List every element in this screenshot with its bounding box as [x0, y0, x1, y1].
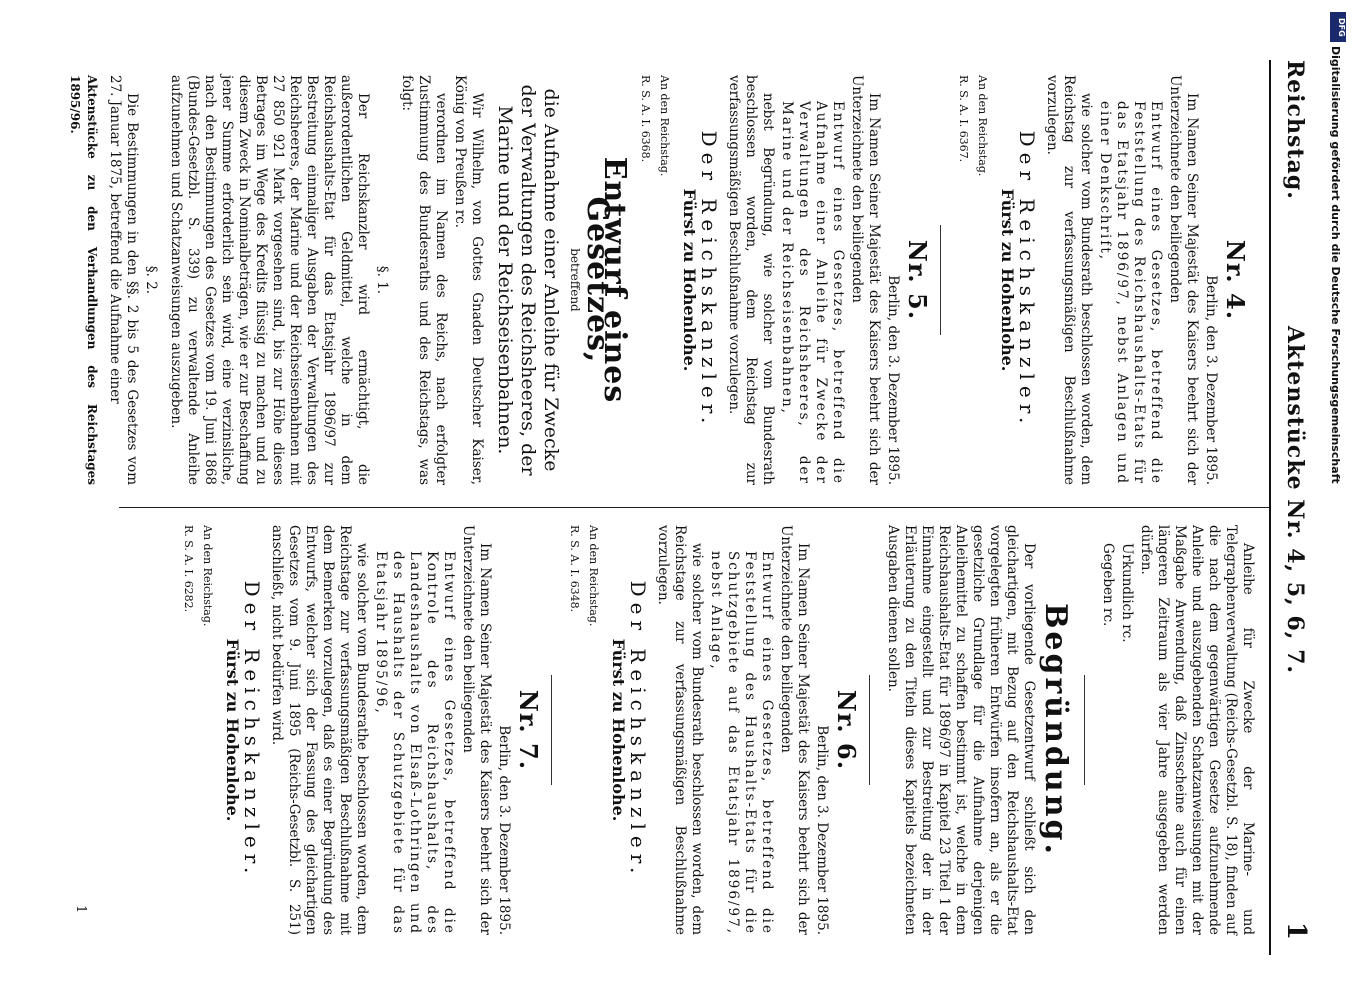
section-date: Berlin, den 3. Dezember 1895.	[885, 275, 901, 485]
reference-number: R. S. A. I. 6367.	[957, 75, 970, 163]
section-title: Nr. 4.	[1221, 239, 1250, 321]
page-number: 1	[1281, 921, 1311, 940]
signature-name: Fürst zu Hohenlohe.	[680, 188, 699, 372]
section-intro: Im Namen Seiner Majestät des Kaisers beehrt sich der Unterzeichnete den beiliegenden	[778, 525, 811, 935]
section-date: Berlin, den 3. Dezember 1895.	[496, 725, 512, 935]
begruendung-title: Begründung.	[1038, 603, 1073, 857]
section-date: Berlin, den 3. Dezember 1895.	[1203, 275, 1219, 485]
draft-emperor: Wir Wilhelm, von Gottes Gnaden Deutscher Kaiser, König von Preußen rc.	[452, 75, 485, 485]
left-column	[60, 75, 1258, 485]
section-body: Entwurf eines Gesetzes, betreffend die Kontrole des Reichshaushalts, des Landeshaushalts von Elsaß-Lothringen und des Haushalts der Schutzgebiete für das Etatsjahr 1895/96,	[373, 551, 457, 935]
signature-name: Fürst zu Hohenlohe.	[223, 638, 242, 822]
section-title: Nr. 6.	[832, 689, 861, 771]
begruendung-text: Der vorliegende Gesetzentwurf schließt sich den gleichartigen, mit Bezug auf den Reichshaushalts-Etat vorgelegten früheren Entwürfen insofern an, als er die gesetzliche Grundlage für die Aufnahme derjenigen Anleihemittel zu schaffen bestimmt ist, welche in dem Reichshaushalts-Etat für 1896/97 in Kapitel 23 Titel 1 der Einnahme eingestellt und zur Bestreitung der in der Erläuterung zu den Titeln dieses Kapitels bezeichneten Ausgaben dienen sollen.	[885, 525, 1037, 935]
paragraph-heading: §. 2.	[143, 265, 159, 295]
section-title: Nr. 5.	[903, 239, 932, 321]
section-title: Nr. 7.	[514, 689, 543, 771]
addressee: An den Reichstag.	[976, 75, 989, 177]
addressee: An den Reichstag.	[201, 525, 214, 627]
digitization-credit: Digitalisierung gefördert durch die Deutsche Forschungsgemeinschaft	[1329, 46, 1342, 484]
addressee: An den Reichstag.	[587, 525, 600, 627]
section-intro: Im Namen Seiner Majestät des Kaisers beehrt sich der Unterzeichnete den beiliegenden	[849, 75, 882, 485]
draft-betreffend: betreffend	[568, 248, 582, 312]
signature-name: Fürst zu Hohenlohe.	[998, 188, 1017, 372]
section-body: Entwurf eines Gesetzes, betreffend die Aufnahme einer Anleihe für Zwecke der Verwaltungen des Reichsheeres, der Marine und der Reichseisenbahnen,	[779, 101, 846, 485]
section-closing: wie solcher vom Bundesrathe beschlossen worden, dem Reichstage zur verfassungsmäßigen Beschlußnahme mit dem Bemerken vorzulegen, daß es einer Begründung des Entwurfs, welcher sich der Fassung des gleichartigen Gesetzes vom 9. Juni 1895 (Reichs-Gesetzbl. S. 251) anschließt, nicht bedürfen wird.	[269, 525, 370, 935]
reference-number: R. S. A. I. 6282.	[182, 525, 195, 613]
header-left: Reichstag.	[1282, 60, 1308, 200]
section-closing: wie solcher vom Bundesrath beschlossen worden, dem Reichstage zur verfassungsmäßigen Beschlußnahme vorzulegen.	[655, 525, 705, 935]
dfg-logo: DFG	[1330, 12, 1346, 42]
draft-ordain: verordnen im Namen des Reichs, nach erfolgter Zustimmung des Bundesraths und des Reichstags, was folgt:	[399, 75, 449, 485]
separator	[940, 225, 941, 335]
paragraph-text: Der Reichskanzler wird ermächtigt, die außerordentlichen Geldmittel, welche in dem Reichshaushalts-Etat für das Etatsjahr 1896/97 zur Bestreitung einmaliger Ausgaben der Verwaltungen des Reichsheeres, der Marine und der Reichseisenbahnen mit 27 850 921 Mark vorgesehen sind, bis zur Höhe dieses Betrages im Wege des Kredits flüssig zu machen und zu diesem Zweck in Nominalbeträgen, wie er zur Beschaffung jener Summe erforderlich sein wird, eine verzinsliche, nach den Bestimmungen des Gesetzes vom 19. Juni 1868 (Bundes-Gesetzbl. S. 339) zu verwaltende Anleihe aufzunehmen und Schatzanweisungen auszugeben.	[168, 75, 371, 485]
paragraph-text: Die Bestimmungen in den §§. 2 bis 5 des Gesetzes vom 27. Januar 1875, betreffend die Aufnahme einer	[107, 75, 140, 485]
section-nr6	[566, 525, 861, 935]
section-closing: nebst Begründung, wie solcher vom Bundesrath beschlossen worden, dem Reichstag zur verfassungsmäßigen Beschlußnahme vorzulegen.	[726, 75, 776, 485]
draft-subject: die Aufnahme einer Anleihe für Zwecke der Verwaltungen des Reichsheeres, der Marine und der Reichseisenbahnen.	[494, 84, 562, 476]
continuation-text: Anleihe für Zwecke der Marine- und Telegraphenverwaltung (Reichs-Gesetzbl. S. 18), finden auf die nach dem gegenwärtigen Gesetze aufzunehmende Anleihe und auszugebenden Schatzanweisungen mit der Maßgabe Anwendung, daß Zinsscheine auch für einen längeren Zeitraum als vier Jahre ausgegeben werden dürfen.	[1138, 525, 1256, 935]
separator	[869, 675, 870, 785]
gegeben: Gegeben rc.	[1100, 543, 1116, 627]
signature-title: Der Reichskanzler.	[626, 580, 650, 880]
separator	[551, 675, 552, 785]
header-rule	[1269, 60, 1271, 955]
draft-title: Entwurf eines Gesetzes,	[580, 156, 632, 404]
page-footer: Aktenstücke zu den Verhandlungen des Reichstages 1895/96.	[68, 75, 99, 485]
section-intro: Im Namen Seiner Majestät des Kaisers beehrt sich der Unterzeichnete den beiliegenden	[1167, 75, 1200, 485]
section-date: Berlin, den 3. Dezember 1895.	[814, 725, 830, 935]
paragraph-heading: §. 1.	[374, 265, 390, 295]
signature-title: Der Reichskanzler.	[240, 580, 264, 880]
section-nr5	[637, 75, 932, 485]
signature-title: Der Reichskanzler.	[1015, 130, 1039, 430]
right-column	[178, 525, 1258, 935]
section-closing: wie solcher vom Bundesrath beschlossen worden, dem Reichstag zur verfassungsmäßigen Beschlußnahme vorzulegen.	[1044, 75, 1094, 485]
section-intro: Im Namen Seiner Majestät des Kaisers beehrt sich der Unterzeichnete den beiliegenden	[460, 525, 493, 935]
signature-name: Fürst zu Hohenlohe.	[609, 638, 628, 822]
section-nr4	[955, 75, 1250, 485]
signature-title: Der Reichskanzler.	[697, 130, 721, 430]
addressee: An den Reichstag.	[658, 75, 671, 177]
draft-law	[66, 75, 632, 485]
reference-number: R. S. A. I. 6368.	[639, 75, 652, 163]
section-body: Entwurf eines Gesetzes, betreffend die Feststellung des Haushalts-Etats für die Schutzgebiete auf das Etatsjahr 1896/97, nebst Anlage,	[708, 551, 775, 935]
signature-mark: 1	[73, 905, 88, 914]
section-nr7	[180, 525, 543, 935]
header-title: Aktenstücke Nr. 4, 5, 6, 7.	[1282, 325, 1308, 675]
column-divider	[119, 507, 1269, 508]
digitization-sidebar	[1327, 6, 1349, 996]
reference-number: R. S. A. I. 6348.	[568, 525, 581, 613]
separator	[1084, 675, 1085, 785]
urkundlich: Urkundlich rc.	[1119, 543, 1135, 643]
section-body: Entwurf eines Gesetzes, betreffend die Feststellung des Reichshaushalts-Etats für das Etatsjahr 1896/97, nebst Anlagen und einer Denkschrift,	[1097, 101, 1164, 485]
